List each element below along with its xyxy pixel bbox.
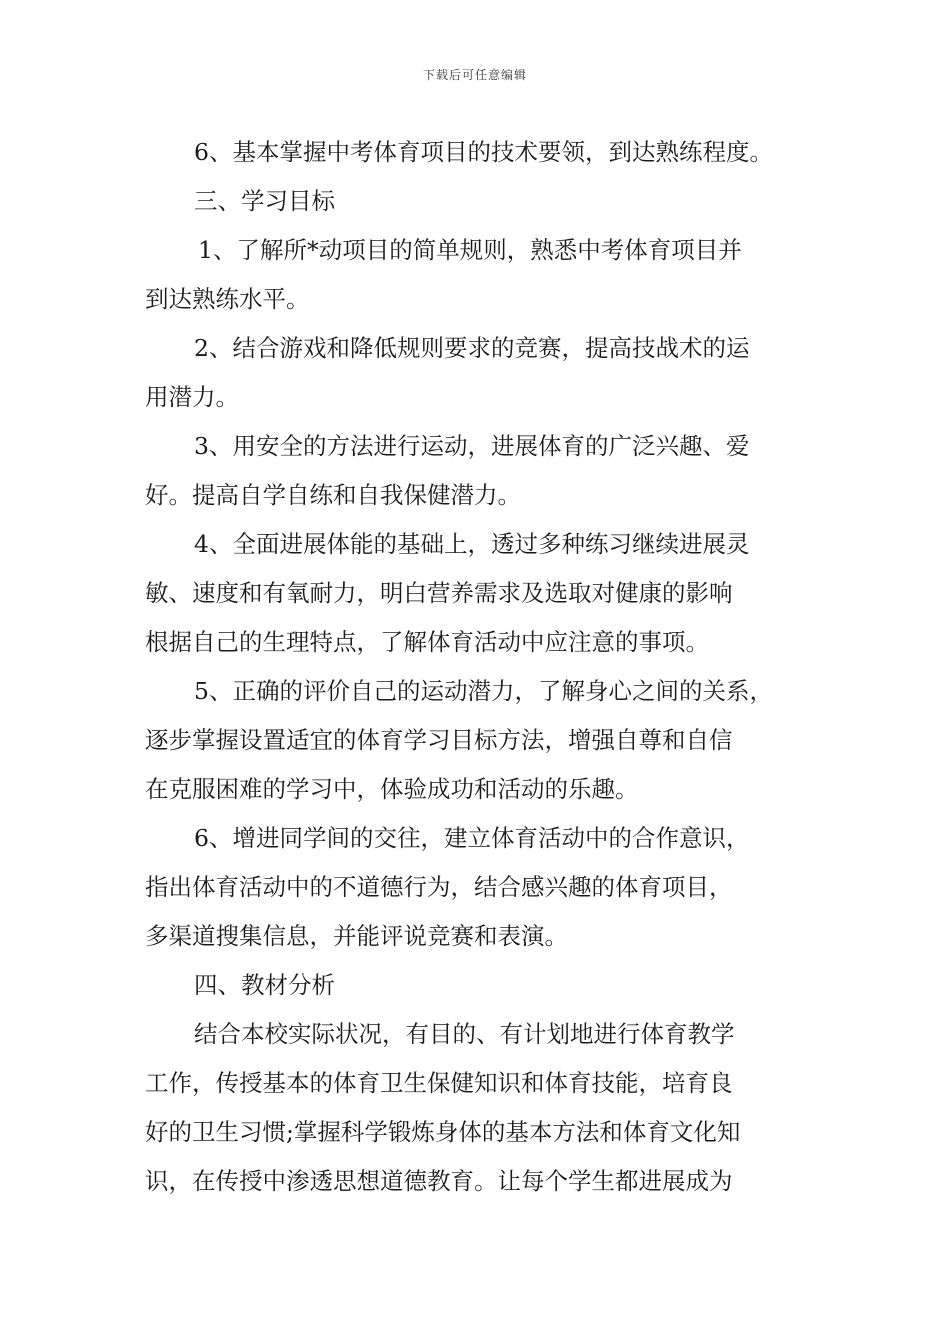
paragraph-line: 结合本校实际状况，有目的、有计划地进行体育教学 (194, 1020, 735, 1048)
paragraph-line: 2、结合游戏和降低规则要求的竞赛，提高技战术的运 (194, 334, 750, 362)
section-heading: 三、学习目标 (194, 187, 335, 215)
section-heading: 四、教材分析 (194, 971, 335, 999)
paragraph-line: 识，在传授中渗透思想道德教育。让每个学生都进展成为 (145, 1167, 733, 1195)
paragraph-line: 工作，传授基本的体育卫生保健知识和体育技能，培育良 (145, 1069, 733, 1097)
paragraph-line: 好的卫生习惯;掌握科学锻炼身体的基本方法和体育文化知 (145, 1118, 741, 1146)
paragraph-line: 4、全面进展体能的基础上，透过多种练习继续进展灵 (194, 530, 750, 558)
paragraph-line: 敏、速度和有氧耐力，明白营养需求及选取对健康的影响 (145, 579, 733, 607)
paragraph-line: 6、增进同学间的交往，建立体育活动中的合作意识， (194, 824, 750, 852)
paragraph-line: 5、正确的评价自己的运动潜力，了解身心之间的关系， (194, 677, 773, 705)
paragraph-line: 6、基本掌握中考体育项目的技术要领，到达熟练程度。 (194, 138, 773, 166)
paragraph-line: 好。提高自学自练和自我保健潜力。 (145, 481, 521, 509)
paragraph-line: 多渠道搜集信息，并能评说竞赛和表演。 (145, 922, 568, 950)
page-header: 下载后可任意编辑 (422, 68, 527, 82)
paragraph-line: 1、了解所*动项目的简单规则，熟悉中考体育项目并 (198, 236, 742, 264)
paragraph-line: 逐步掌握设置适宜的体育学习目标方法，增强自尊和自信 (145, 726, 733, 754)
paragraph-line: 用潜力。 (145, 383, 239, 411)
paragraph-line: 到达熟练水平。 (145, 285, 310, 313)
paragraph-line: 根据自己的生理特点，了解体育活动中应注意的事项。 (145, 628, 709, 656)
paragraph-line: 3、用安全的方法进行运动，进展体育的广泛兴趣、爱 (194, 432, 750, 460)
paragraph-line: 在克服困难的学习中，体验成功和活动的乐趣。 (145, 775, 639, 803)
document-body (145, 128, 825, 1206)
paragraph-line: 指出体育活动中的不道德行为，结合感兴趣的体育项目， (145, 873, 733, 901)
